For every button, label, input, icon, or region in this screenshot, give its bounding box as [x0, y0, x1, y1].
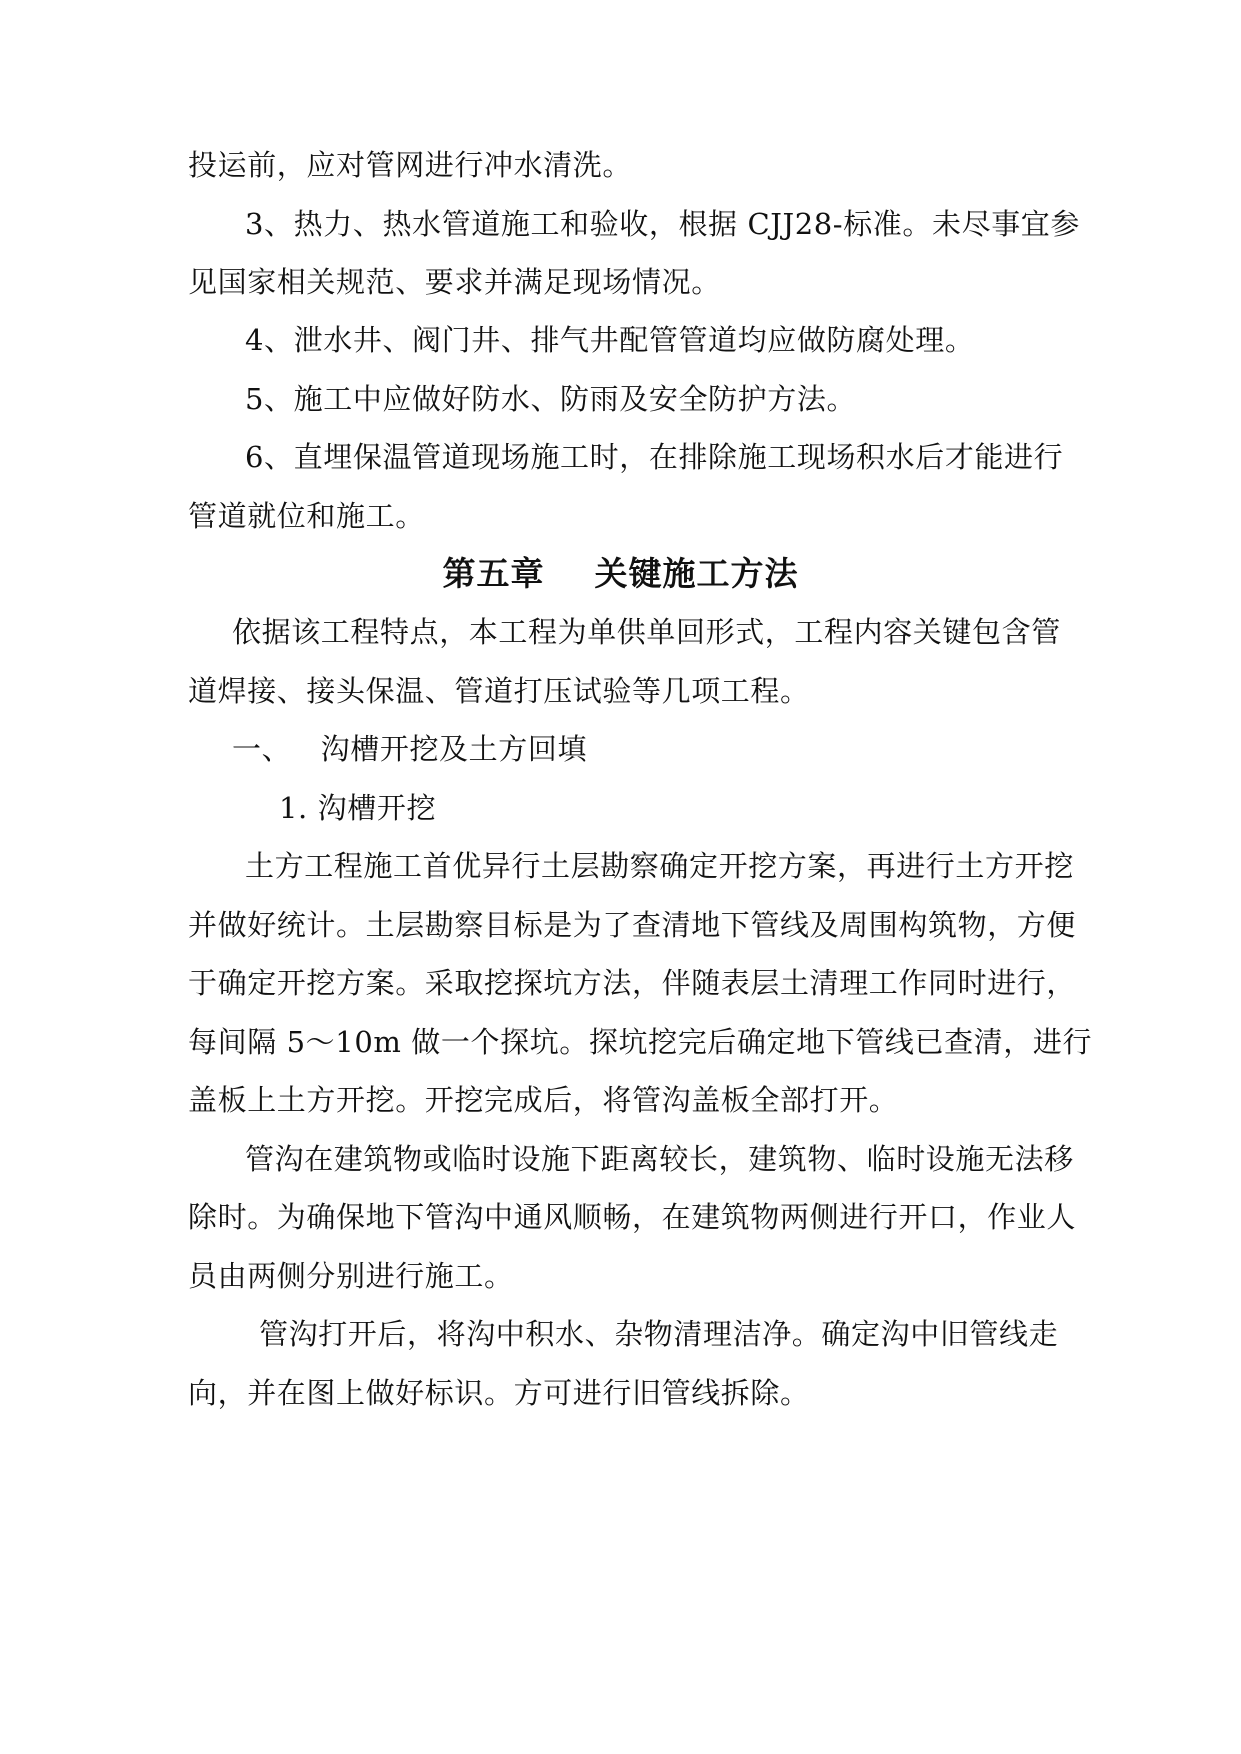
paragraph-line: 除时。为确保地下管沟中通风顺畅，在建筑物两侧进行开口，作业人 — [188, 1200, 1077, 1234]
paragraph-line: 3、热力、热水管道施工和验收，根据 CJJ28-标准。未尽事宜参 — [245, 207, 1081, 241]
chapter-title: 第五章 关键施工方法 — [442, 554, 799, 593]
subsection-heading: 1. 沟槽开挖 — [279, 791, 437, 825]
paragraph-line: 依据该工程特点，本工程为单供单回形式，工程内容关键包含管 — [232, 615, 1061, 649]
paragraph-line: 道焊接、接头保温、管道打压试验等几项工程。 — [188, 674, 810, 708]
section-heading: 一、 沟槽开挖及土方回填 — [232, 732, 588, 766]
paragraph-line: 4、泄水井、阀门井、排气井配管管道均应做防腐处理。 — [245, 323, 975, 357]
paragraph-line: 见国家相关规范、要求并满足现场情况。 — [188, 265, 721, 299]
paragraph-line: 投运前，应对管网进行冲水清洗。 — [188, 148, 633, 182]
paragraph-line: 管道就位和施工。 — [188, 499, 425, 533]
paragraph-line: 管沟在建筑物或临时设施下距离较长，建筑物、临时设施无法移 — [245, 1142, 1074, 1176]
paragraph-line: 管沟打开后，将沟中积水、杂物清理洁净。确定沟中旧管线走 — [259, 1317, 1059, 1351]
paragraph-line: 每间隔 5～10m 做一个探坑。探坑挖完后确定地下管线已查清，进行 — [188, 1025, 1093, 1059]
paragraph-line: 向，并在图上做好标识。方可进行旧管线拆除。 — [188, 1376, 810, 1410]
paragraph-line: 6、直埋保温管道现场施工时，在排除施工现场积水后才能进行 — [245, 440, 1064, 474]
paragraph-line: 于确定开挖方案。采取挖探坑方法，伴随表层土清理工作同时进行， — [188, 966, 1077, 1000]
paragraph-line: 土方工程施工首优异行土层勘察确定开挖方案，再进行土方开挖 — [245, 849, 1074, 883]
paragraph-line: 并做好统计。土层勘察目标是为了查清地下管线及周围构筑物，方便 — [188, 908, 1077, 942]
paragraph-line: 员由两侧分别进行施工。 — [188, 1259, 514, 1293]
paragraph-line: 5、施工中应做好防水、防雨及安全防护方法。 — [245, 382, 857, 416]
paragraph-line: 盖板上土方开挖。开挖完成后，将管沟盖板全部打开。 — [188, 1083, 899, 1117]
